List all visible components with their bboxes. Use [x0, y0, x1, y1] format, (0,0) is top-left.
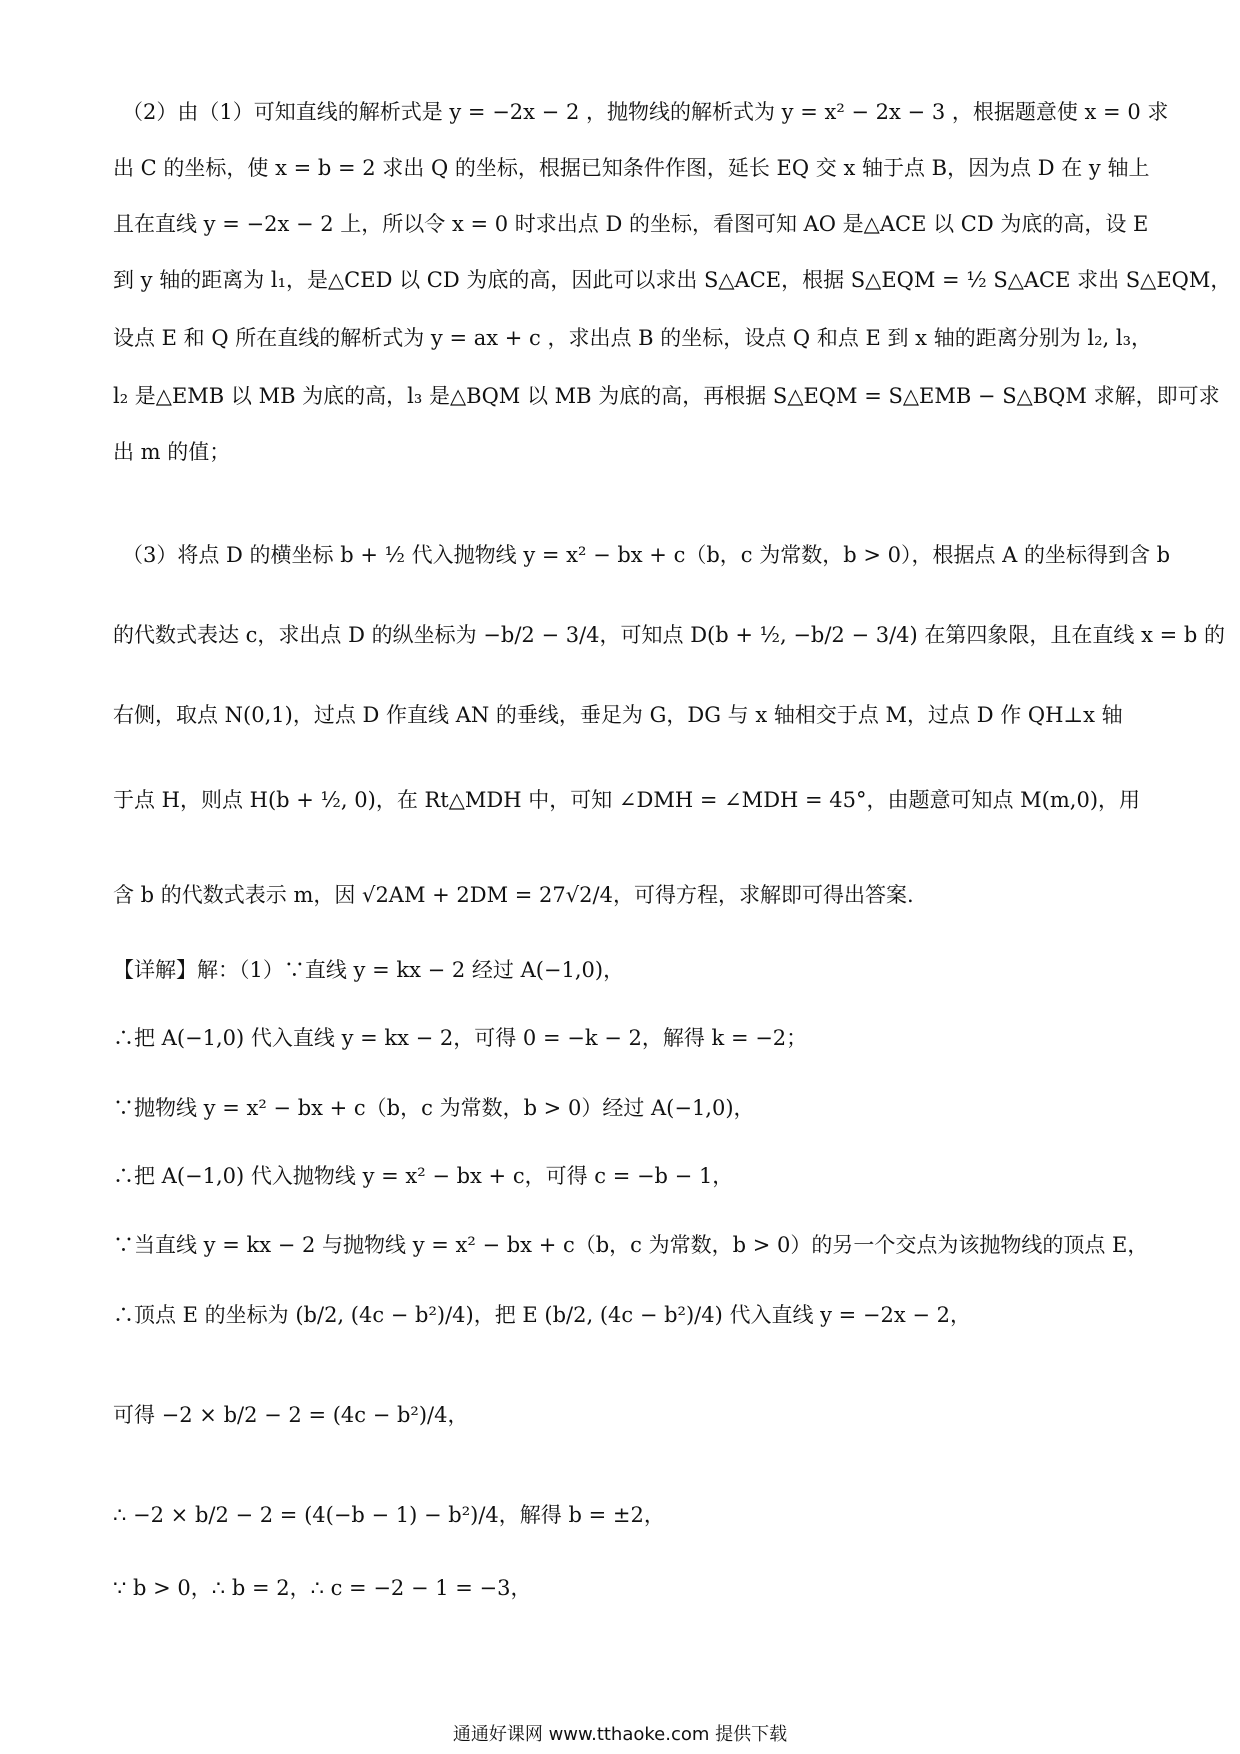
text-line-l01: （2）由（1）可知直线的解析式是 y = −2x − 2 ，抛物线的解析式为 y = x² − 2x − 3 ，根据题意使 x = 0 求 [122, 100, 1169, 124]
text-line-l20: ∴ −2 × b/2 − 2 = (4(−b − 1) − b²)/4，解得 b = ±2， [113, 1503, 665, 1527]
text-line-l07: 出 m 的值； [113, 440, 231, 464]
text-line-l09: 的代数式表达 c，求出点 D 的纵坐标为 −b/2 − 3/4，可知点 D(b + ½, −b/2 − 3/4) 在第四象限，且在直线 x = b 的 [113, 623, 1225, 647]
text-line-l10: 右侧，取点 N(0,1)，过点 D 作直线 AN 的垂线，垂足为 G，DG 与 x 轴相交于点 M，过点 D 作 QH⊥x 轴 [113, 703, 1123, 727]
page-footer: 通通好课网 www.tthaoke.com 提供下载 [452, 1724, 788, 1745]
text-line-l02: 出 C 的坐标，使 x = b = 2 求出 Q 的坐标，根据已知条件作图，延长 EQ 交 x 轴于点 B，因为点 D 在 y 轴上 [113, 156, 1150, 180]
text-line-l15: ∵抛物线 y = x² − bx + c（b，c 为常数，b > 0）经过 A(−1,0)， [113, 1096, 755, 1120]
text-line-l03: 且在直线 y = −2x − 2 上，所以令 x = 0 时求出点 D 的坐标，看图可知 AO 是△ACE 以 CD 为底的高，设 E [113, 212, 1149, 236]
text-line-l16: ∴把 A(−1,0) 代入抛物线 y = x² − bx + c，可得 c = −b − 1， [113, 1164, 734, 1188]
text-line-l18: ∴顶点 E 的坐标为 (b/2, (4c − b²)/4)，把 E (b/2, (4c − b²)/4) 代入直线 y = −2x − 2， [113, 1303, 972, 1327]
text-line-l12: 含 b 的代数式表示 m，因 √2AM + 2DM = 27√2/4，可得方程，求解即可得出答案. [113, 883, 914, 907]
text-line-l11: 于点 H，则点 H(b + ½, 0)，在 Rt△MDH 中，可知 ∠DMH = ∠MDH = 45°，由题意可知点 M(m,0)，用 [113, 788, 1141, 812]
text-line-l21: ∵ b > 0，∴ b = 2，∴ c = −2 − 1 = −3， [113, 1576, 532, 1600]
text-line-l04: 到 y 轴的距离为 l₁，是△CED 以 CD 为底的高，因此可以求出 S△ACE，根据 S△EQM = ½ S△ACE 求出 S△EQM， [113, 268, 1232, 292]
text-line-l06: l₂ 是△EMB 以 MB 为底的高，l₃ 是△BQM 以 MB 为底的高，再根据 S△EQM = S△EMB − S△BQM 求解，即可求 [113, 384, 1220, 408]
text-line-l05: 设点 E 和 Q 所在直线的解析式为 y = ax + c ，求出点 B 的坐标，设点 Q 和点 E 到 x 轴的距离分别为 l₂, l₃， [113, 326, 1152, 350]
text-line-l13: 【详解】解：（1）∵直线 y = kx − 2 经过 A(−1,0)， [113, 958, 625, 982]
text-line-l19: 可得 −2 × b/2 − 2 = (4c − b²)/4， [113, 1403, 469, 1427]
text-line-l14: ∴把 A(−1,0) 代入直线 y = kx − 2，可得 0 = −k − 2，解得 k = −2； [113, 1026, 808, 1050]
text-line-l17: ∵当直线 y = kx − 2 与抛物线 y = x² − bx + c（b，c 为常数，b > 0）的另一个交点为该抛物线的顶点 E， [113, 1233, 1149, 1257]
text-line-l08: （3）将点 D 的横坐标 b + ½ 代入抛物线 y = x² − bx + c（b，c 为常数，b > 0），根据点 A 的坐标得到含 b [122, 543, 1171, 567]
